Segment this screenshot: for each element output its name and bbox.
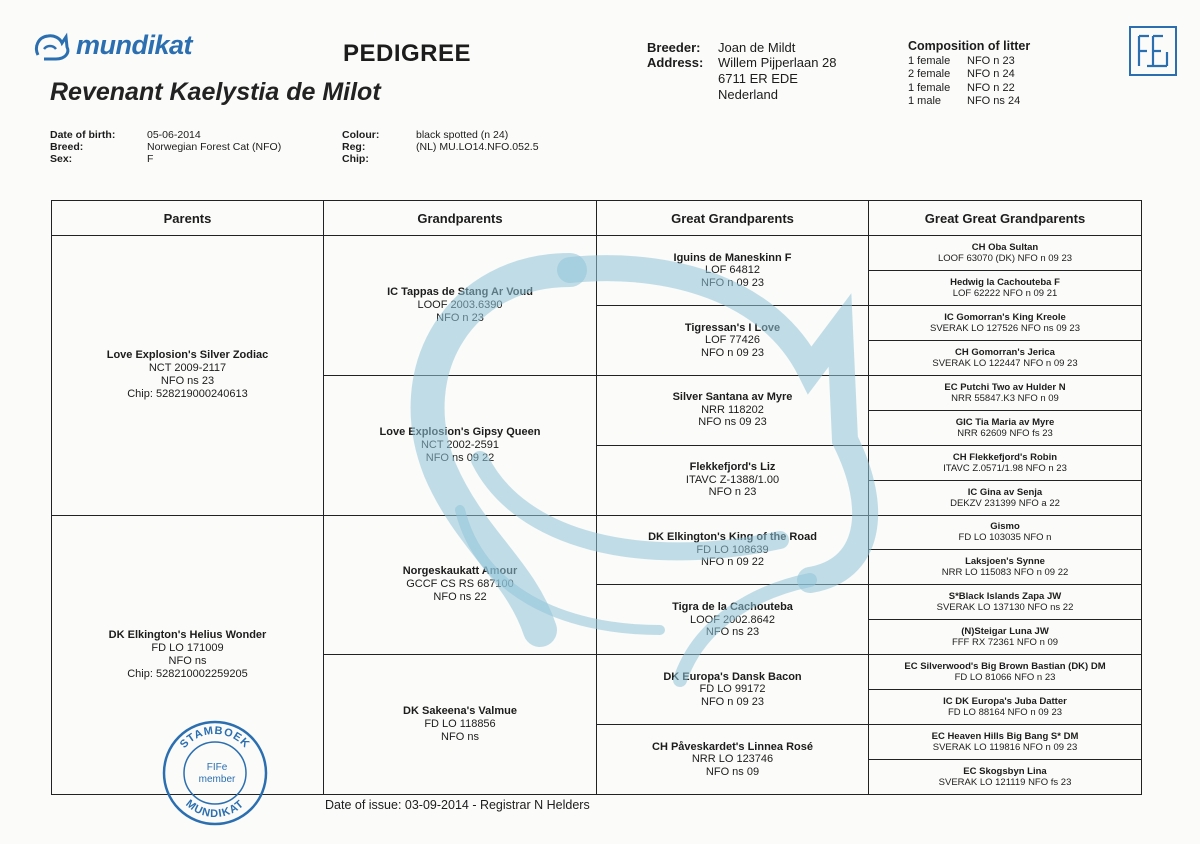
cat-name: DK Sakeena's Valmue (403, 705, 517, 718)
litter-title: Composition of litter (908, 39, 1031, 53)
great-great-grandparent-cell (869, 375, 1142, 410)
address-line: 6711 ER EDE (718, 71, 798, 86)
cat-name: CH Gomorran's Jerica (955, 346, 1055, 358)
cat-reg: FD LO 99172 (699, 683, 766, 696)
cat-name: Norgeskaukatt Amour (402, 565, 518, 578)
cat-ems: NFO n 09 23 (701, 346, 764, 359)
cat-name: DK Elkington's King of the Road (648, 531, 817, 544)
litter-count: 2 female (908, 68, 951, 80)
cat-reg: NCT 2002-2591 (420, 438, 500, 451)
cat-details: FD LO 81066 NFO n 23 (954, 672, 1056, 684)
great-grandparent-cell (597, 585, 869, 655)
cat-details: FD LO 88164 NFO n 09 23 (947, 707, 1063, 719)
great-great-grandparent-cell (869, 620, 1142, 655)
address-label: Address: (647, 55, 704, 70)
litter-row (908, 55, 1030, 69)
cat-name: DK Elkington's Helius Wonder (108, 628, 267, 641)
great-grandparent-cell (597, 515, 869, 585)
cat-name: EC Silverwood's Big Brown Bastian (DK) DM (904, 661, 1106, 673)
cat-reg: LOF 64812 (704, 264, 761, 277)
cat-details: LOOF 63070 (DK) NFO n 09 23 (937, 252, 1073, 264)
issue-date: Date of issue: 03-09-2014 - Registrar N Helders (325, 798, 590, 812)
cat-reg: NRR LO 123746 (691, 753, 774, 766)
litter-count: 1 female (908, 81, 951, 94)
litter-row (908, 68, 1030, 82)
stamp-bottom-text: MUNDIKAT (183, 797, 247, 821)
cat-name: Flekkefjord's Liz (689, 461, 776, 474)
cat-ems: NFO ns 22 (433, 591, 487, 604)
cat-details: FFF RX 72361 NFO n 09 (951, 637, 1059, 649)
great-great-grandparent-cell (869, 410, 1142, 445)
grandparent-cell (324, 236, 597, 376)
grandparent-cell (324, 375, 597, 515)
litter-count: 1 female (908, 54, 951, 67)
great-great-grandparent-cell (869, 480, 1142, 515)
cat-details: LOF 62222 NFO n 09 21 (952, 287, 1058, 299)
great-grandparent-cell (597, 375, 869, 445)
cat-name: CH Flekkefjord's Robin (952, 451, 1058, 463)
cat-ems: NFO n 23 (708, 486, 757, 499)
great-great-grandparent-cell (869, 725, 1142, 760)
great-great-grandparent-cell (869, 655, 1142, 690)
cat-ems: NFO n 23 (436, 311, 484, 324)
document-title: PEDIGREE (343, 40, 472, 67)
sex-label: Sex: (50, 153, 73, 165)
cat-name: IC Gomorran's King Kreole (944, 311, 1066, 323)
pedigree-table (51, 200, 1142, 795)
cat-ems: NFO ns 09 22 (425, 451, 495, 464)
cat-name: Hedwig la Cachouteba F (950, 276, 1060, 288)
breed-label: Breed: (50, 141, 84, 153)
dob-value: 05-06-2014 (147, 129, 201, 141)
cat-name: EC Skogsbyn Lina (963, 766, 1047, 778)
grandparent-cell (324, 515, 597, 655)
cat-chip: Chip: 528210002259205 (127, 667, 248, 680)
cat-name: IC DK Europa's Juba Datter (943, 696, 1067, 708)
reg-label: Reg: (342, 141, 366, 153)
great-great-grandparent-cell (869, 340, 1142, 375)
cat-name: Iguins de Maneskinn F (673, 251, 792, 264)
column-header: Great Great Grandparents (869, 201, 1142, 236)
chip-label: Chip: (342, 153, 369, 165)
cat-reg: LOF 77426 (704, 334, 761, 347)
stamp-center-line: member (198, 774, 236, 785)
cat-ems: NFO n 09 22 (701, 556, 764, 569)
cat-name: S*Black Islands Zapa JW (948, 591, 1062, 603)
cat-ems: NFO n 09 23 (701, 276, 764, 289)
litter-composition (908, 40, 1030, 109)
cat-name: DK Europa's Dansk Bacon (663, 670, 802, 683)
svg-text:MUNDIKAT (183, 798, 246, 820)
column-header: Great Grandparents (597, 201, 869, 236)
cat-ems: NFO n 09 23 (701, 695, 764, 708)
litter-ems: NFO n 23 (967, 54, 1015, 67)
address-line: Nederland (718, 87, 778, 102)
cat-details: NRR LO 115083 NFO n 09 22 (941, 567, 1069, 579)
cat-reg: NRR 118202 (701, 403, 764, 416)
great-great-grandparent-cell (869, 585, 1142, 620)
cat-details: NRR 62609 NFO fs 23 (957, 427, 1053, 439)
cat-head-icon (32, 31, 72, 61)
cat-name: IC Gina av Senja (967, 486, 1043, 498)
cat-name: GIC Tia Maria av Myre (955, 416, 1055, 428)
cat-reg: LOOF 2003.6390 (417, 298, 503, 311)
cat-info-right (342, 129, 642, 169)
column-header: Grandparents (324, 201, 597, 236)
cat-name: Laksjoen's Synne (965, 556, 1045, 568)
great-great-grandparent-cell (869, 270, 1142, 305)
cat-details: NRR 55847.K3 NFO n 09 (951, 392, 1059, 404)
cat-name: Revenant Kaelystia de Milot (50, 78, 381, 106)
great-grandparent-cell (597, 305, 869, 375)
cat-details: ITAVC Z.0571/1.98 NFO n 23 (943, 462, 1067, 474)
cat-name: EC Heaven Hills Big Bang S* DM (931, 731, 1079, 743)
cat-name: IC Tappas de Stang Ar Voud (387, 285, 533, 298)
column-header: Parents (52, 201, 324, 236)
cat-name: (N)Steigar Luna JW (961, 626, 1049, 638)
cat-reg: LOOF 2002.8642 (689, 613, 775, 626)
cat-ems: NFO ns 09 (705, 765, 760, 778)
stamp-top-text: STAMBOEK (177, 724, 253, 751)
colour-label: Colour: (342, 129, 380, 141)
great-great-grandparent-cell (869, 690, 1142, 725)
cat-ems: NFO ns 23 (705, 626, 760, 639)
fife-logo-icon (1129, 26, 1177, 76)
logo-wordmark: mundikat (76, 30, 193, 60)
litter-ems: NFO ns 24 (967, 95, 1021, 107)
breeder-name: Joan de Mildt (718, 40, 796, 55)
cat-name: Love Explosion's Gipsy Queen (379, 425, 541, 438)
cat-name: Tigressan's I Love (684, 321, 781, 334)
dob-label: Date of birth: (50, 129, 116, 141)
breed-value: Norwegian Forest Cat (NFO) (147, 141, 282, 153)
cat-ems: NFO ns 09 23 (698, 416, 767, 429)
cat-reg: GCCF CS RS 687100 (406, 578, 514, 591)
great-great-grandparent-cell (869, 760, 1142, 795)
parent-cell (52, 236, 324, 516)
cat-details: FD LO 103035 NFO n (958, 532, 1052, 544)
grandparent-cell (324, 655, 597, 795)
litter-row (908, 82, 1030, 96)
cat-ems: NFO ns 23 (160, 375, 215, 388)
litter-ems: NFO n 24 (967, 68, 1015, 80)
cat-name: Love Explosion's Silver Zodiac (106, 349, 269, 362)
cat-ems: NFO ns (441, 731, 479, 744)
cat-name: EC Putchi Two av Hulder N (944, 381, 1066, 393)
stamboek-stamp-icon (162, 720, 268, 826)
cat-details: SVERAK LO 119816 NFO n 09 23 (932, 742, 1078, 754)
cat-name: CH Påveskardet's Linnea Rosé (652, 740, 813, 753)
cat-info-left (50, 129, 390, 169)
cat-name: Tigra de la Cachouteba (672, 601, 793, 614)
great-great-grandparent-cell (869, 515, 1142, 550)
great-great-grandparent-cell (869, 236, 1142, 271)
cat-name: Silver Santana av Myre (672, 391, 793, 404)
sex-value: F (147, 153, 154, 165)
cat-chip: Chip: 528219000240613 (127, 388, 248, 401)
cat-details: SVERAK LO 127526 NFO ns 09 23 (930, 322, 1080, 334)
cat-details: SVERAK LO 122447 NFO n 09 23 (932, 357, 1078, 369)
breeder-label: Breeder: (647, 40, 701, 55)
great-great-grandparent-cell (869, 305, 1142, 340)
cat-details: SVERAK LO 121119 NFO fs 23 (938, 777, 1072, 789)
cat-details: DEKZV 231399 NFO a 22 (950, 497, 1060, 509)
stamp-center-line: FIFe (206, 762, 228, 773)
great-great-grandparent-cell (869, 445, 1142, 480)
great-grandparent-cell (597, 655, 869, 725)
cat-name: Gismo (990, 521, 1020, 533)
litter-row (908, 95, 1030, 109)
litter-count: 1 male (908, 95, 942, 107)
reg-value: (NL) MU.LO14.NFO.052.5 (416, 141, 539, 153)
cat-details: SVERAK LO 137130 NFO ns 22 (936, 602, 1074, 614)
breeder-block (647, 40, 847, 110)
table-header-row (52, 201, 1142, 236)
great-great-grandparent-cell (869, 550, 1142, 585)
great-grandparent-cell (597, 445, 869, 515)
cat-reg: ITAVC Z-1388/1.00 (685, 473, 780, 486)
litter-ems: NFO n 22 (967, 81, 1015, 94)
colour-value: black spotted (n 24) (416, 129, 509, 141)
mundikat-logo (32, 30, 192, 61)
cat-reg: FD LO 108639 (696, 543, 769, 556)
cat-reg: FD LO 118856 (424, 718, 496, 731)
cat-name: CH Oba Sultan (971, 241, 1039, 253)
cat-reg: FD LO 171009 (151, 641, 224, 654)
great-grandparent-cell (597, 725, 869, 795)
address-line: Willem Pijperlaan 28 (718, 55, 837, 70)
cat-reg: NCT 2009-2117 (148, 362, 227, 375)
cat-ems: NFO ns (168, 654, 207, 667)
great-grandparent-cell (597, 236, 869, 306)
